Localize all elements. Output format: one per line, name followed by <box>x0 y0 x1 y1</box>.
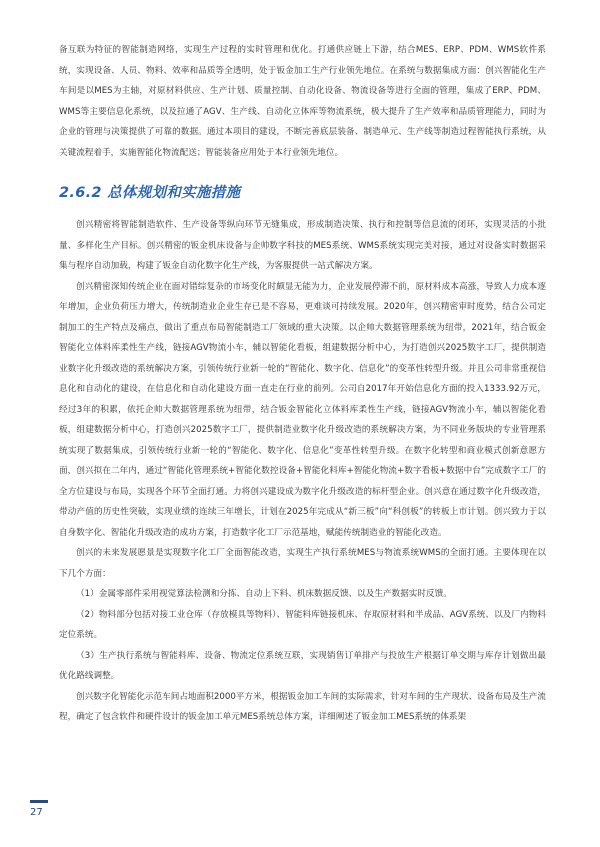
body-paragraph-3: 创兴的未来发展愿景是实现数字化工厂全面智能改造，实现生产执行系统MES与物流系统WMS的全面打通。主要体现在以下几个方面： <box>59 548 546 579</box>
footer-rule <box>30 800 48 803</box>
intro-paragraph: 备互联为特征的智能制造网络，实现生产过程的实时管理和优化。打通供应链上下游，结合MES、ERP、PDM、WMS软件系统，实现设备、人员、物料、效率和品质等全透明，处于钣金加工生产行业领先地位。在系统与数据集成方面：创兴智能化生产车间是以MES为主轴，对原材料供应、生产计划、质量控制、自动化设备、物流设备等进行全面的管理，集成了ERP、PDM、WMS等主要信息化系统，以及拉通了AGV、生产线、自动化立体库等物流系统，极大提升了生产效率和品质管理能力，同时为企业的管理与决策提供了可靠的数据。通过本项目的建设，不断完善底层装备、制造单元、生产线等制造过程智能执行系统，从关键流程着手，实施智能化物流配送；智能装备应用处于本行业领先地位。 <box>59 45 546 158</box>
list-item-2: （2）物料部分包括对接工业仓库（存放模具等物料）、智能料库链接机床、存取原材料和半成品、AGV系统、以及厂内物料定位系统。 <box>59 609 546 640</box>
body-paragraph-2: 创兴精密深知传统企业在面对错综复杂的市场变化时颇显无能为力，企业发展停滞不前，原材料成本高涨，导致人力成本逐年增加，企业负荷压力增大，传统制造业企业生存已是不容易，更难谈可持续发展。2020年，创兴精密审时度势，结合公司定制加工的生产特点及痛点，做出了重点布局智能制造工厂领域的重大决策。以企帅大数据管理系统为纽带，2021年，结合钣金智能化立体料库柔性生产线，链接AGV物流小车，辅以智能化看板，组建数据分析中心，为打造创兴2025数字工厂，提供制造业数字化升级改造的系统解决方案，引领传统行业新一轮的“智能化、数字化、信息化”的变革性转型升级。并且公司非常重视信息化和自动化的建设，在信息化和自动化建设方面一直走在行业的前列。公司自2017年开始信息化方面的投入1333.92万元，经过3年的积累，依托企帅大数据管理系统为纽带，结合钣金智能化立体料库柔性生产线，链接AGV物流小车，辅以智能化看板，组建数据分析中心，打造创兴2025数字工厂，提供制造业数字化升级改造的系统解决方案，为不同业务版块的专业管理系统实现了数据集成，引领传统行业新一轮的“智能化、数字化、信息化”变革性转型升级。在数字化转型和商业模式创新意愿方面，创兴拟在二年内，通过“智能化管理系统+智能化数控设备+智能化料库+智能化物流+数字看板+数据中台”完成数字工厂的全方位建设与布局，实现各个环节全面打通。力将创兴建设成为数字化升级改造的标杆型企业。创兴意在通过数字化升级改造，带动产值的历史性突破，实现业绩的连续三年增长，计划在2025年完成从“新三板”向“科创板”的转板上市计划。创兴致力于以自身数字化、智能化升级改造的成功方案，打造数字化工厂示范基地，赋能传统制造业的智能化改造。 <box>59 281 546 538</box>
page-content <box>59 40 546 728</box>
body-paragraph-1: 创兴精密将智能制造软件、生产设备等纵向环节无缝集成，形成制造决策、执行和控制等信息流的闭环，实现灵活的小批量、多样化生产目标。创兴精密的钣金机床设备与企帅数字科技的MES系统、WMS系统实现完美对接，通过对设备实时数据采集与程序自动加载，构建了钣金自动化数字化生产线，为客服提供一站式解决方案。 <box>59 220 546 271</box>
page-number: 27 <box>30 807 43 818</box>
body-paragraph-4: 创兴数字化智能化示范车间占地面积2000平方米，根据钣金加工车间的实际需求，针对车间的生产现状、设备布局及生产流程，确定了包含软件和硬件设计的钣金加工单元MES系统总体方案，详细阐述了钣金加工MES系统的体系架 <box>59 691 546 722</box>
section-title: 2.6.2 总体规划和实施措施 <box>59 185 241 201</box>
list-item-3: （3）生产执行系统与智能料库、设备、物流定位系统互联，实现销售订单排产与投放生产根据订单交期与库存计划做出最优化路线调整。 <box>59 650 546 681</box>
list-item-1: （1）金属零部件采用视觉算法检测和分拣、自动上下料、机床数据反馈、以及生产数据实时反馈。 <box>76 589 452 599</box>
